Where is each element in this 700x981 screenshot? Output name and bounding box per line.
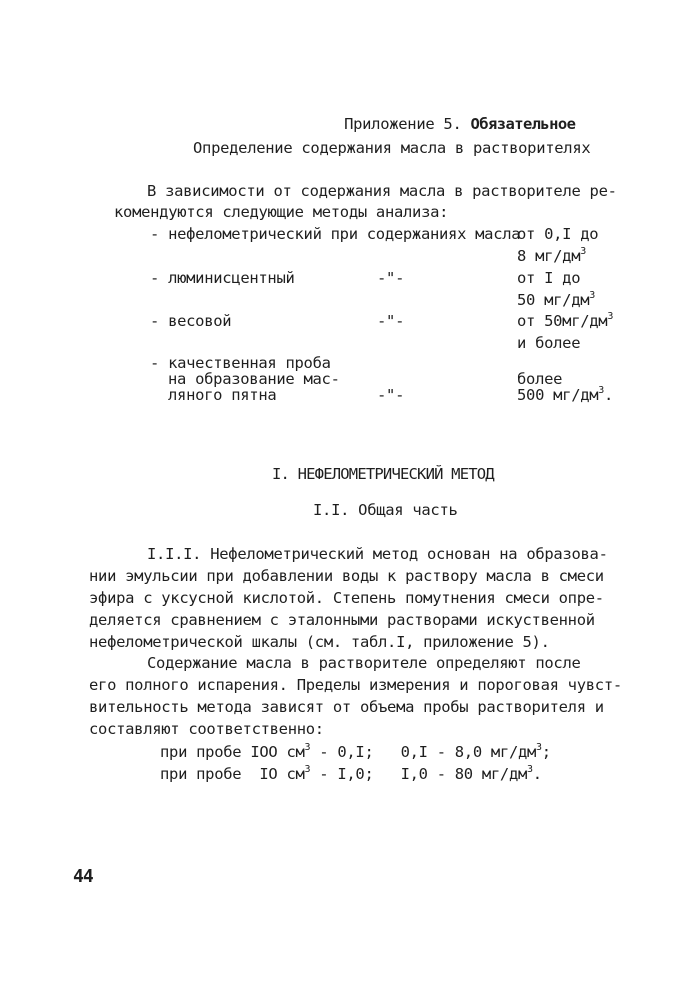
method-oil-spot-range-2: 500 $мг/дм^3$. — [517, 385, 614, 404]
intro-line-2: комендуются следующие методы анализа: — [114, 203, 449, 221]
method-luminescent-name: - люминисцентный — [150, 269, 295, 287]
method-gravimetric-name: - весовой — [150, 312, 232, 330]
paragraph-line: его полного испарения. Пределы измерения и пороговая чувст- — [89, 676, 622, 694]
paragraph-line: I.I.I. Нефелометрический метод основан на образова- — [147, 545, 608, 563]
method-luminescent-range-1: от I до — [517, 269, 581, 287]
method-gravimetric-range-2: и более — [517, 334, 581, 352]
paragraph-line: вительность метода зависят от объема пробы растворителя и — [89, 698, 604, 716]
method-oil-spot-name-3: ляного пятна — [168, 386, 277, 404]
appendix-label — [326, 94, 575, 134]
formula-line-2: при пробе IO $см^3 - I,0$; I,0 - 80 $мг/дм^3$. — [160, 764, 542, 783]
method-nephelometric-range-2: 8 $мг/дм^3$ — [517, 246, 586, 265]
method-luminescent-range-2: 50 $мг/дм^3$ — [517, 290, 595, 309]
method-oil-spot-name-1: - качественная проба — [150, 354, 331, 372]
intro-line-1: В зависимости от содержания масла в растворителе ре- — [147, 182, 617, 200]
method-oil-spot-name-2: на образование мас- — [168, 370, 340, 388]
method-oil-spot-range-1: более — [517, 370, 563, 388]
paragraph-line: составляют соответственно: — [89, 720, 324, 738]
paragraph-line: эфира с уксусной кислотой. Степень помутнения смеси опре- — [89, 589, 604, 607]
page-number: 44 — [73, 866, 93, 887]
appendix-status: Обязательное — [470, 115, 576, 133]
paragraph-line: Содержание масла в растворителе определяют после — [147, 654, 581, 672]
method-oil-spot-ditto: -"- — [377, 386, 405, 404]
page-title: Определение содержания масла в растворителях — [193, 139, 591, 157]
method-gravimetric-range-1: от $50мг/дм^3$ — [517, 311, 614, 330]
paragraph-line: нефелометрической шкалы (см. табл.I, приложение 5). — [89, 633, 550, 651]
method-luminescent-ditto: -"- — [377, 269, 405, 287]
method-nephelometric-range-1: от 0,I до — [517, 225, 599, 243]
paragraph-line: нии эмульсии при добавлении воды к раствору масла в смеси — [89, 567, 604, 585]
method-gravimetric-ditto: -"- — [377, 312, 405, 330]
section-subtitle: I.I. Общая часть — [313, 501, 458, 519]
formula-line-1: при пробе IOO $см^3 - 0,I$; 0,I - 8,0 $мг/дм^3$; — [160, 742, 551, 761]
appendix-number: Приложение 5. — [344, 115, 462, 133]
method-nephelometric-name: - нефелометрический при содержаниях масла — [150, 225, 521, 243]
paragraph-line: деляется сравнением с эталонными растворами искуственной — [89, 611, 595, 629]
section-title: I. НЕФЕЛОМЕТРИЧЕСКИЙ МЕТОД — [272, 465, 494, 483]
